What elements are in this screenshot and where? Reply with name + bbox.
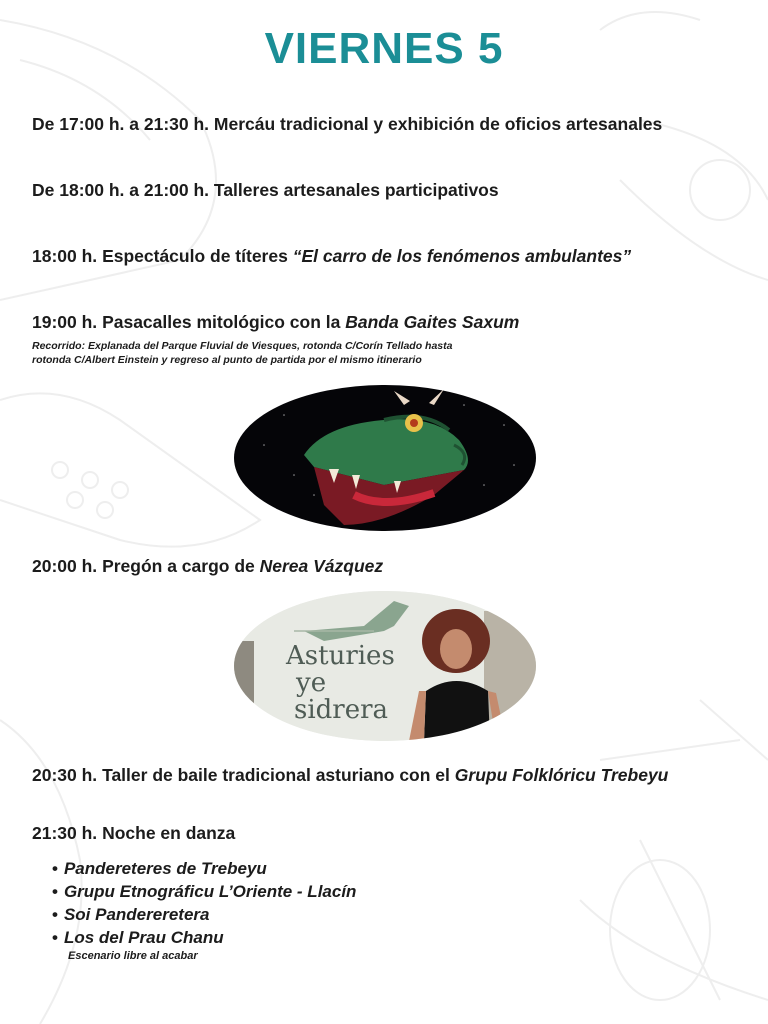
event-time: De 18:00 h. a 21:00 h. bbox=[32, 180, 210, 200]
event-text: Pregón a cargo de bbox=[102, 556, 260, 576]
event-time: De 17:00 h. a 21:30 h. bbox=[32, 114, 210, 134]
sign-line: ye bbox=[296, 668, 327, 698]
event-text: Mercáu tradicional y exhibición de oficios artesanales bbox=[213, 114, 663, 134]
route-line: rotonda C/Albert Einstein y regreso al punto de partida por el mismo itinerario bbox=[32, 354, 422, 366]
event-talleres bbox=[32, 180, 499, 201]
event-noche-danza bbox=[32, 823, 235, 844]
event-pregon bbox=[32, 556, 383, 577]
sign-line: Asturies bbox=[286, 641, 395, 671]
event-taller-baile bbox=[32, 765, 668, 786]
event-mercau bbox=[32, 114, 662, 135]
closing-note: Escenario libre al acabar bbox=[68, 950, 198, 962]
list-item: • Los del Prau Chanu bbox=[52, 926, 356, 949]
event-time: 21:30 h. bbox=[32, 823, 98, 843]
photo-sign-text bbox=[286, 643, 395, 724]
list-item: • Soi Pandereretera bbox=[52, 903, 356, 926]
page-title: VIERNES 5 bbox=[264, 24, 504, 73]
route-description bbox=[32, 339, 592, 367]
event-italic: Nerea Vázquez bbox=[259, 556, 384, 576]
event-titeres bbox=[32, 246, 631, 267]
event-time: 18:00 h. bbox=[32, 246, 98, 266]
dragon-puppet-photo bbox=[234, 385, 536, 531]
event-time: 20:30 h. bbox=[32, 765, 98, 785]
event-pasacalles bbox=[32, 312, 519, 333]
event-text: Taller de baile tradicional asturiano con el bbox=[102, 765, 455, 785]
event-text: Talleres artesanales participativos bbox=[213, 180, 499, 200]
event-text: Pasacalles mitológico con la bbox=[102, 312, 346, 332]
event-italic: Grupu Folklóricu Trebeyu bbox=[454, 765, 669, 785]
event-time: 20:00 h. bbox=[32, 556, 98, 576]
route-line: Recorrido: Explanada del Parque Fluvial de Viesques, rotonda C/Corín Tellado hasta bbox=[32, 340, 453, 352]
group-list bbox=[52, 857, 356, 949]
speaker-photo bbox=[234, 591, 536, 741]
list-item: • Pandereteres de Trebeyu bbox=[52, 857, 356, 880]
list-item: • Grupu Etnográficu L’Oriente - Llacín bbox=[52, 880, 356, 903]
event-italic: “El carro de los fenómenos ambulantes” bbox=[292, 246, 632, 266]
event-time: 19:00 h. bbox=[32, 312, 98, 332]
event-text: Espectáculo de títeres bbox=[102, 246, 293, 266]
sign-line: sidrera bbox=[294, 695, 389, 725]
event-text: Noche en danza bbox=[102, 823, 236, 843]
event-italic: Banda Gaites Saxum bbox=[345, 312, 520, 332]
